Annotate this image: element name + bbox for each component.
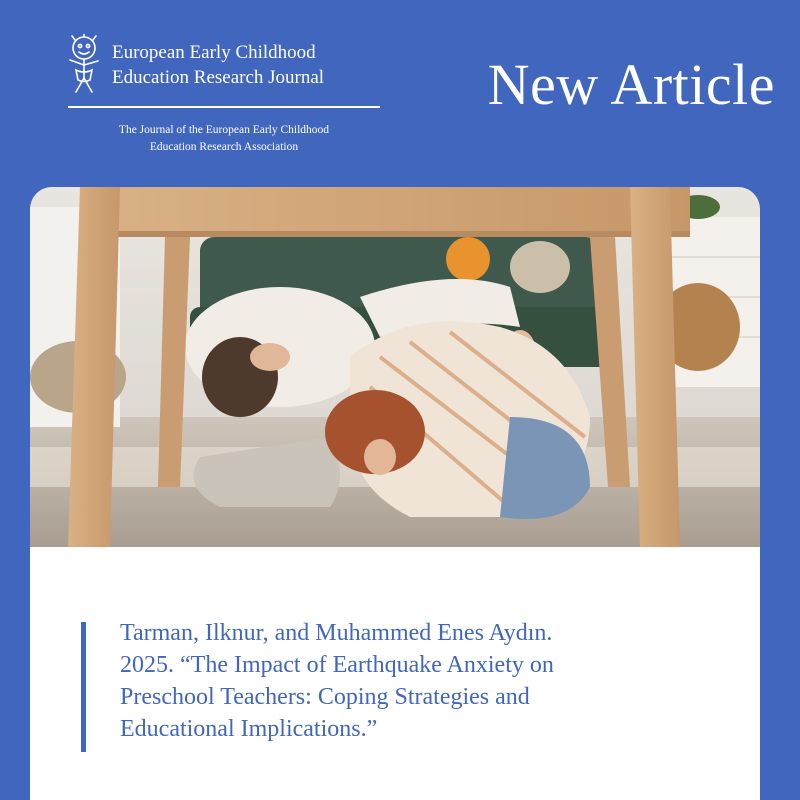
journal-name — [112, 40, 392, 90]
citation-accent-bar — [81, 622, 86, 752]
citation-line: Educational Implications.” — [120, 716, 378, 742]
citation-text[interactable] — [120, 617, 730, 745]
journal-tagline — [68, 122, 380, 156]
tagline-line2: Education Research Association — [149, 141, 299, 153]
citation-line: 2025. “The Impact of Earthquake Anxiety on — [120, 652, 554, 678]
article-photo — [30, 187, 760, 547]
new-article-heading: New Article — [487, 52, 775, 117]
citation-line: Tarman, Ilknur, and Muhammed Enes Aydın. — [120, 620, 553, 646]
child-drawing-logo-icon — [62, 34, 106, 96]
tagline-line1: The Journal of the European Early Childhood — [118, 124, 330, 136]
photo-couple-under-table-icon — [30, 187, 760, 547]
citation-line: Preschool Teachers: Coping Strategies and — [120, 684, 530, 710]
citation-panel — [30, 547, 760, 800]
header-divider — [68, 106, 380, 108]
journal-name-line2: Education Research Journal — [112, 67, 325, 88]
journal-name-line1: European Early Childhood — [112, 42, 316, 63]
header — [0, 0, 800, 190]
